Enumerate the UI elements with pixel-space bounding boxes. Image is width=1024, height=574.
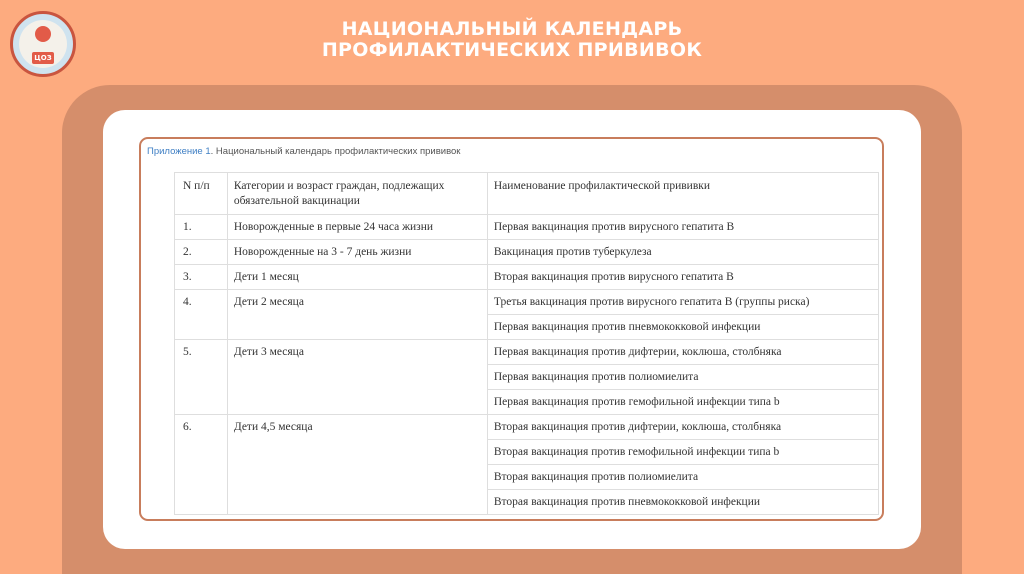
table-row [175,215,879,240]
table-header-row [175,173,879,215]
row-vaccine: Первая вакцинация против вирусного гепатита B [487,215,878,240]
table-caption [147,146,460,157]
row-vaccine: Первая вакцинация против гемофильной инфекции типа b [487,390,878,415]
row-vaccine: Первая вакцинация против полиомиелита [487,365,878,390]
row-vaccine: Вторая вакцинация против вирусного гепатита B [487,265,878,290]
page-title [0,19,1024,61]
table-row [175,340,879,365]
page-title-line-1: НАЦИОНАЛЬНЫЙ КАЛЕНДАРЬ [341,18,683,40]
page-title-line-2: ПРОФИЛАКТИЧЕСКИХ ПРИВИВОК [321,39,703,61]
row-num: 6. [175,415,228,515]
vaccination-calendar-table [174,172,879,515]
document-frame [139,137,884,521]
row-category: Дети 4,5 месяца [227,415,487,515]
row-num: 2. [175,240,228,265]
appendix-link[interactable]: Приложение 1 [147,146,211,157]
row-category: Дети 1 месяц [227,265,487,290]
row-vaccine: Вакцинация против туберкулеза [487,240,878,265]
row-category: Новорожденные в первые 24 часа жизни [227,215,487,240]
table-row [175,290,879,315]
row-num: 1. [175,215,228,240]
row-category: Дети 3 месяца [227,340,487,415]
header-num: N п/п [175,173,228,215]
row-num: 4. [175,290,228,340]
row-num: 3. [175,265,228,290]
row-category: Новорожденные на 3 - 7 день жизни [227,240,487,265]
table-row [175,415,879,440]
table-row [175,265,879,290]
caption-text: . Национальный календарь профилактических прививок [210,146,461,157]
row-num: 5. [175,340,228,415]
logo-badge: ЦОЗ [32,52,54,64]
row-vaccine: Первая вакцинация против пневмококковой инфекции [487,315,878,340]
table-row [175,240,879,265]
row-vaccine: Третья вакцинация против вирусного гепатита B (группы риска) [487,290,878,315]
header-category: Категории и возраст граждан, подлежащих обязательной вакцинации [227,173,487,215]
row-category: Дети 2 месяца [227,290,487,340]
row-vaccine: Вторая вакцинация против гемофильной инфекции типа b [487,440,878,465]
row-vaccine: Вторая вакцинация против дифтерии, коклюша, столбняка [487,415,878,440]
row-vaccine: Первая вакцинация против дифтерии, коклюша, столбняка [487,340,878,365]
header-vaccine: Наименование профилактической прививки [487,173,878,215]
row-vaccine: Вторая вакцинация против пневмококковой инфекции [487,490,878,515]
row-vaccine: Вторая вакцинация против полиомиелита [487,465,878,490]
